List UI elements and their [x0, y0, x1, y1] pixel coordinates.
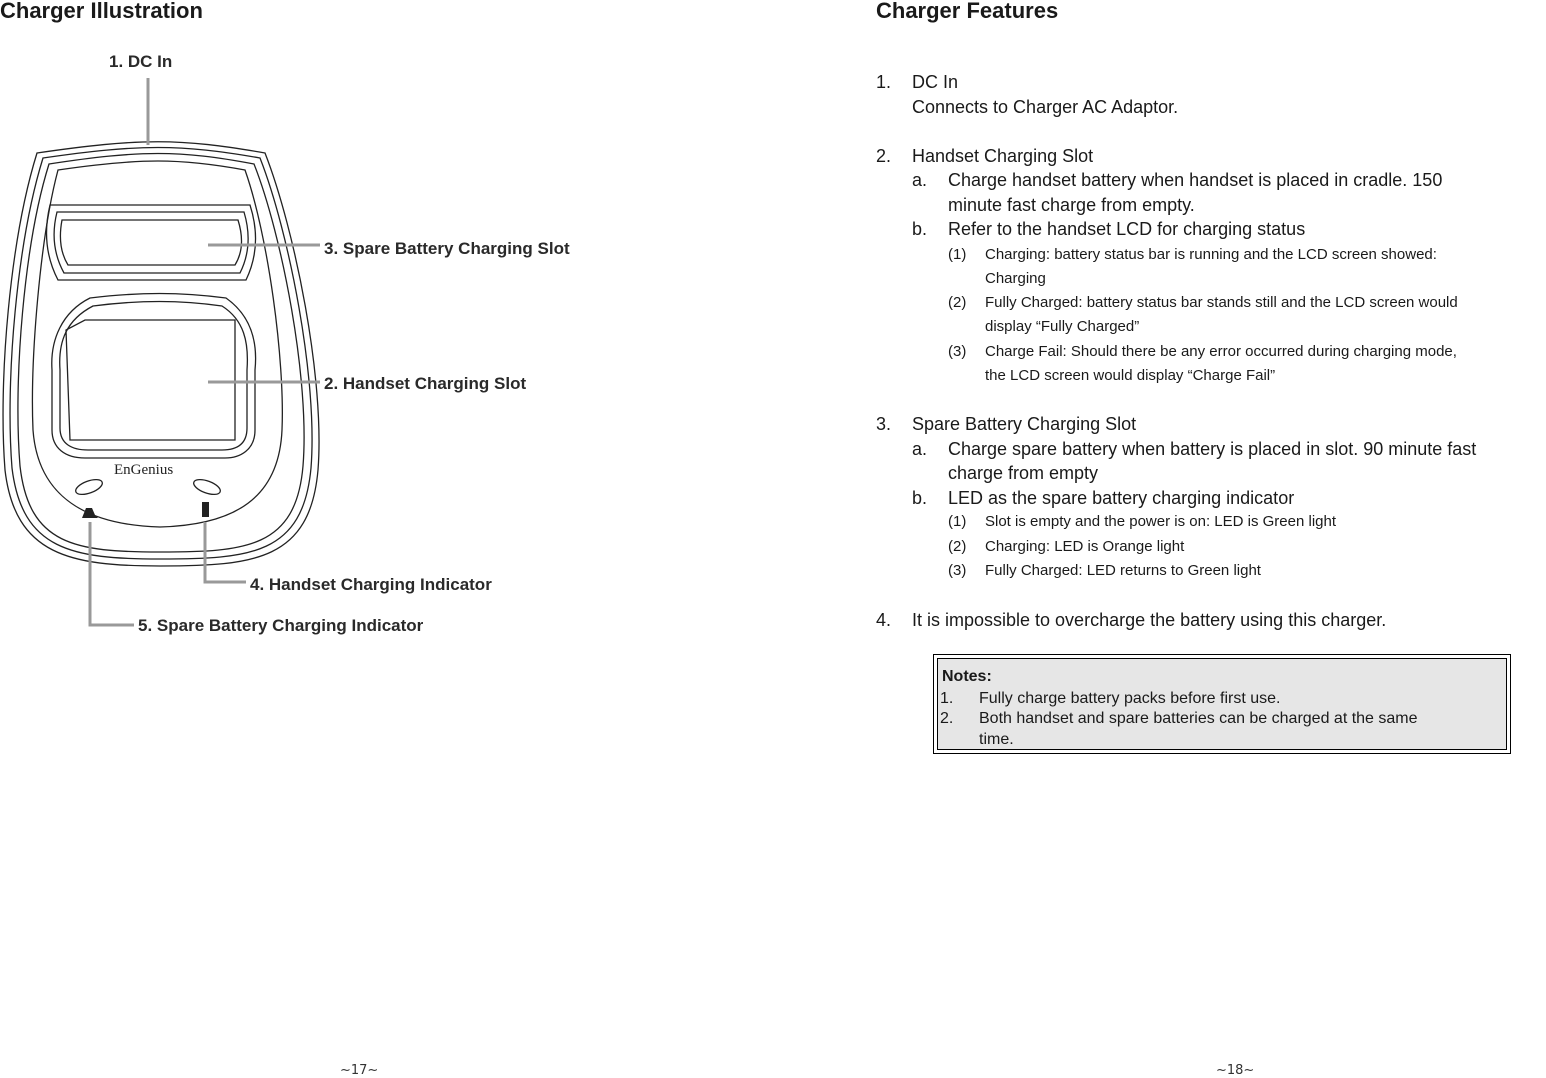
charger-illustration: [0, 0, 620, 660]
notes-title: Notes:: [942, 668, 992, 685]
item-2-title: Handset Charging Slot: [912, 146, 1094, 166]
callout-handset-indicator: 4. Handset Charging Indicator: [250, 575, 492, 594]
item-2b-point-3-number: (3): [948, 343, 967, 360]
item-3a-line1: Charge spare battery when battery is placed in slot. 90 minute fast: [948, 439, 1477, 459]
note-2-line1: Both handset and spare batteries can be charged at the same: [979, 710, 1418, 727]
item-2-number: 2.: [876, 146, 892, 166]
item-2b-point-2-line1: Fully Charged: battery status bar stands still and the LCD screen would: [985, 294, 1458, 311]
item-3-title: Spare Battery Charging Slot: [912, 414, 1137, 434]
item-2b-point-1-number: (1): [948, 246, 967, 263]
callout-handset-slot: 2. Handset Charging Slot: [324, 374, 527, 393]
item-3b-line1: LED as the spare battery charging indicator: [948, 488, 1295, 508]
left-page-number: ~17~: [340, 1063, 379, 1078]
item-3a-line2: charge from empty: [948, 463, 1099, 483]
item-3b-letter: b.: [912, 488, 928, 508]
item-3b-point-1-line1: Slot is empty and the power is on: LED is Green light: [985, 513, 1337, 530]
callout-spare-battery-slot: 3. Spare Battery Charging Slot: [324, 239, 570, 258]
item-3b-point-3-number: (3): [948, 562, 967, 579]
left-page-title: Charger Illustration: [0, 0, 203, 23]
item-2b-point-2-number: (2): [948, 294, 967, 311]
item-3b-point-2-line1: Charging: LED is Orange light: [985, 538, 1185, 555]
right-page-title: Charger Features: [876, 0, 1059, 23]
note-1-text: Fully charge battery packs before first use.: [979, 690, 1281, 707]
item-2b-point-3-line2: the LCD screen would display “Charge Fail”: [985, 367, 1276, 384]
item-3b-point-3-line1: Fully Charged: LED returns to Green light: [985, 562, 1261, 579]
item-3a-letter: a.: [912, 439, 928, 459]
item-4-number: 4.: [876, 610, 892, 630]
item-4-title: It is impossible to overcharge the battery using this charger.: [912, 610, 1387, 630]
item-2b-point-1-line1: Charging: battery status bar is running and the LCD screen showed:: [985, 246, 1437, 263]
item-2a-line1: Charge handset battery when handset is placed in cradle. 150: [948, 170, 1443, 190]
item-2a-letter: a.: [912, 170, 928, 190]
note-1-number: 1.: [940, 690, 954, 707]
callout-dc-in: 1. DC In: [109, 52, 173, 71]
item-1-number: 1.: [876, 72, 892, 92]
item-2b-point-1-line2: Charging: [985, 270, 1046, 287]
item-1-text: Connects to Charger AC Adaptor.: [912, 97, 1179, 117]
right-page-number: ~18~: [1216, 1063, 1255, 1078]
item-2b-point-3-line1: Charge Fail: Should there be any error occurred during charging mode,: [985, 343, 1457, 360]
item-1-title: DC In: [912, 72, 959, 92]
item-2b-point-2-line2: display “Fully Charged”: [985, 318, 1140, 335]
item-3b-point-2-number: (2): [948, 538, 967, 555]
item-2b-line1: Refer to the handset LCD for charging status: [948, 219, 1306, 239]
notes-panel: [937, 658, 1507, 750]
item-3b-point-1-number: (1): [948, 513, 967, 530]
engenius-logo: EnGenius: [114, 462, 174, 478]
callout-spare-indicator: 5. Spare Battery Charging Indicator: [138, 616, 424, 635]
note-2-number: 2.: [940, 710, 954, 727]
item-3-number: 3.: [876, 414, 892, 434]
note-2-line2: time.: [979, 731, 1014, 748]
item-2b-letter: b.: [912, 219, 928, 239]
item-2a-line2: minute fast charge from empty.: [948, 195, 1195, 215]
notes-box: [933, 654, 1511, 754]
